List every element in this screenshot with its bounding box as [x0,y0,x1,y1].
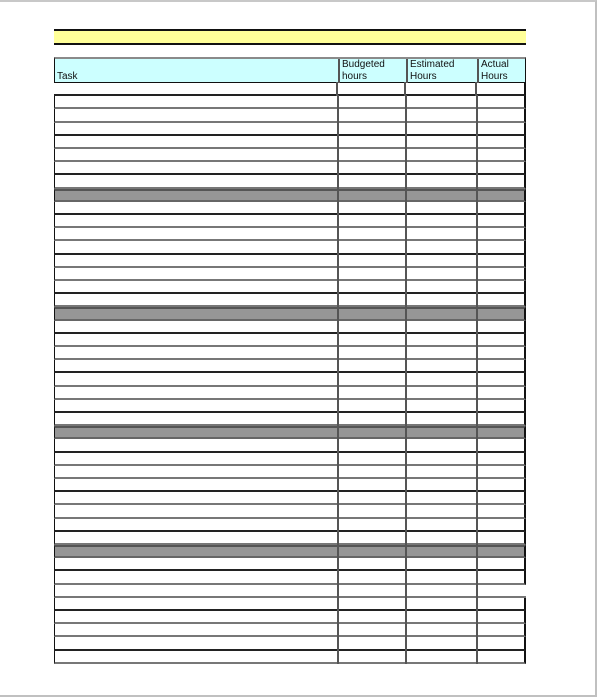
column-divider [337,122,339,136]
table-row[interactable] [54,109,526,122]
column-divider [337,636,339,650]
column-divider [337,95,339,109]
column-divider [337,504,339,518]
column-divider [476,201,478,215]
column-divider [337,174,339,188]
column-divider [337,346,339,360]
table-row[interactable] [54,611,526,624]
table-row[interactable] [54,321,526,334]
column-divider [476,584,478,598]
column-divider [476,267,478,281]
column-divider [405,293,407,307]
table-row[interactable] [54,360,526,373]
column-divider [337,108,339,122]
column-divider [405,650,407,664]
table-row[interactable] [54,347,526,360]
column-divider [476,557,478,571]
column-divider [405,597,407,611]
table-row[interactable] [54,439,526,452]
header-actual-hours: Actual Hours [477,59,525,83]
table-row[interactable] [54,162,526,175]
table-row[interactable] [54,294,526,307]
column-divider [336,82,338,96]
column-divider [476,610,478,624]
column-divider [476,386,478,400]
table-row[interactable] [54,387,526,400]
column-divider [405,386,407,400]
column-divider [337,478,339,492]
table-row[interactable] [54,136,526,149]
column-divider [476,240,478,254]
column-divider [337,280,339,294]
column-divider [476,227,478,241]
column-divider [405,201,407,215]
column-divider [476,465,478,479]
column-divider [476,293,478,307]
column-divider [404,82,406,96]
column-divider [476,531,478,545]
column-divider [476,122,478,136]
column-divider [405,557,407,571]
column-divider [405,254,407,268]
section-separator-row[interactable] [54,307,526,320]
column-divider [337,412,339,426]
column-divider [476,491,478,505]
column-divider [405,346,407,360]
column-divider [337,214,339,228]
column-divider [476,412,478,426]
table-row[interactable] [54,585,526,598]
title-bar[interactable] [54,29,526,45]
column-divider [337,161,339,175]
table-row[interactable] [54,479,526,492]
header-estimated-hours: Estimated Hours [406,59,477,83]
column-divider [405,108,407,122]
column-divider [337,518,339,532]
column-divider [405,636,407,650]
column-divider [476,174,478,188]
section-separator-row[interactable] [54,545,526,558]
column-divider [337,557,339,571]
column-divider [405,267,407,281]
column-divider [475,82,477,96]
column-divider [337,465,339,479]
table-row[interactable] [54,241,526,254]
column-divider [337,293,339,307]
column-divider [405,333,407,347]
column-divider [337,491,339,505]
column-divider [476,504,478,518]
table-row[interactable] [54,268,526,281]
table-row[interactable] [54,175,526,188]
table-row[interactable] [54,466,526,479]
column-divider [405,531,407,545]
table-row[interactable] [54,598,526,611]
column-divider [337,359,339,373]
column-divider [337,531,339,545]
column-divider [405,320,407,334]
column-divider [476,359,478,373]
table-row[interactable] [54,334,526,347]
column-divider [476,650,478,664]
column-divider [476,399,478,413]
column-divider [476,570,478,584]
column-divider [405,491,407,505]
column-divider [337,254,339,268]
table-row[interactable] [54,413,526,426]
column-divider [476,478,478,492]
column-divider [476,346,478,360]
table-row[interactable] [54,373,526,386]
table-row[interactable] [54,228,526,241]
section-separator-row[interactable] [54,189,526,202]
column-divider [337,623,339,637]
column-divider [337,135,339,149]
column-divider [405,135,407,149]
column-divider [476,623,478,637]
column-divider [476,597,478,611]
column-divider [337,438,339,452]
header-task: Task [57,71,78,82]
column-divider [405,465,407,479]
section-separator-row[interactable] [54,426,526,439]
column-divider [476,518,478,532]
column-divider [405,452,407,466]
column-divider [405,478,407,492]
column-divider [337,399,339,413]
table-row[interactable] [54,400,526,413]
table-row[interactable] [54,96,526,109]
column-divider [405,518,407,532]
table-header [54,57,526,83]
table-row[interactable] [54,532,526,545]
column-divider [337,372,339,386]
column-divider [337,240,339,254]
column-divider [476,254,478,268]
column-divider [405,584,407,598]
column-divider [476,214,478,228]
column-divider [476,148,478,162]
column-divider [405,280,407,294]
table-row[interactable] [54,519,526,532]
column-divider [337,148,339,162]
header-budgeted-hours: Budgeted hours [338,59,406,83]
column-divider [405,570,407,584]
column-divider [337,452,339,466]
column-divider [337,610,339,624]
column-divider [337,584,339,598]
table-row[interactable] [54,215,526,228]
column-divider [405,412,407,426]
column-divider [405,399,407,413]
column-divider [405,227,407,241]
column-divider [337,386,339,400]
table-row[interactable] [54,83,526,96]
table-row[interactable] [54,624,526,637]
table-row[interactable] [54,571,526,584]
column-divider [405,610,407,624]
table-row[interactable] [54,202,526,215]
column-divider [405,174,407,188]
column-divider [476,452,478,466]
column-divider [337,570,339,584]
column-divider [337,650,339,664]
table-row[interactable] [54,492,526,505]
column-divider [405,161,407,175]
column-divider [337,320,339,334]
column-divider [405,623,407,637]
column-divider [405,122,407,136]
column-divider [337,333,339,347]
table-row[interactable] [54,558,526,571]
column-divider [405,95,407,109]
table-row[interactable] [54,123,526,136]
table-row[interactable] [54,255,526,268]
table-row[interactable] [54,149,526,162]
column-divider [405,214,407,228]
column-divider [476,135,478,149]
column-divider [337,267,339,281]
column-divider [476,108,478,122]
column-divider [476,333,478,347]
table-row[interactable] [54,453,526,466]
table-row[interactable] [54,637,526,650]
column-divider [405,438,407,452]
column-divider [405,359,407,373]
column-divider [337,597,339,611]
column-divider [476,372,478,386]
column-divider [337,201,339,215]
column-divider [405,148,407,162]
column-divider [337,227,339,241]
column-divider [476,636,478,650]
table-row[interactable] [54,505,526,518]
column-divider [476,161,478,175]
column-divider [476,320,478,334]
column-divider [405,504,407,518]
table-row[interactable] [54,281,526,294]
column-divider [405,240,407,254]
column-divider [476,95,478,109]
column-divider [476,438,478,452]
table-row[interactable] [54,651,526,664]
column-divider [476,280,478,294]
column-divider [405,372,407,386]
